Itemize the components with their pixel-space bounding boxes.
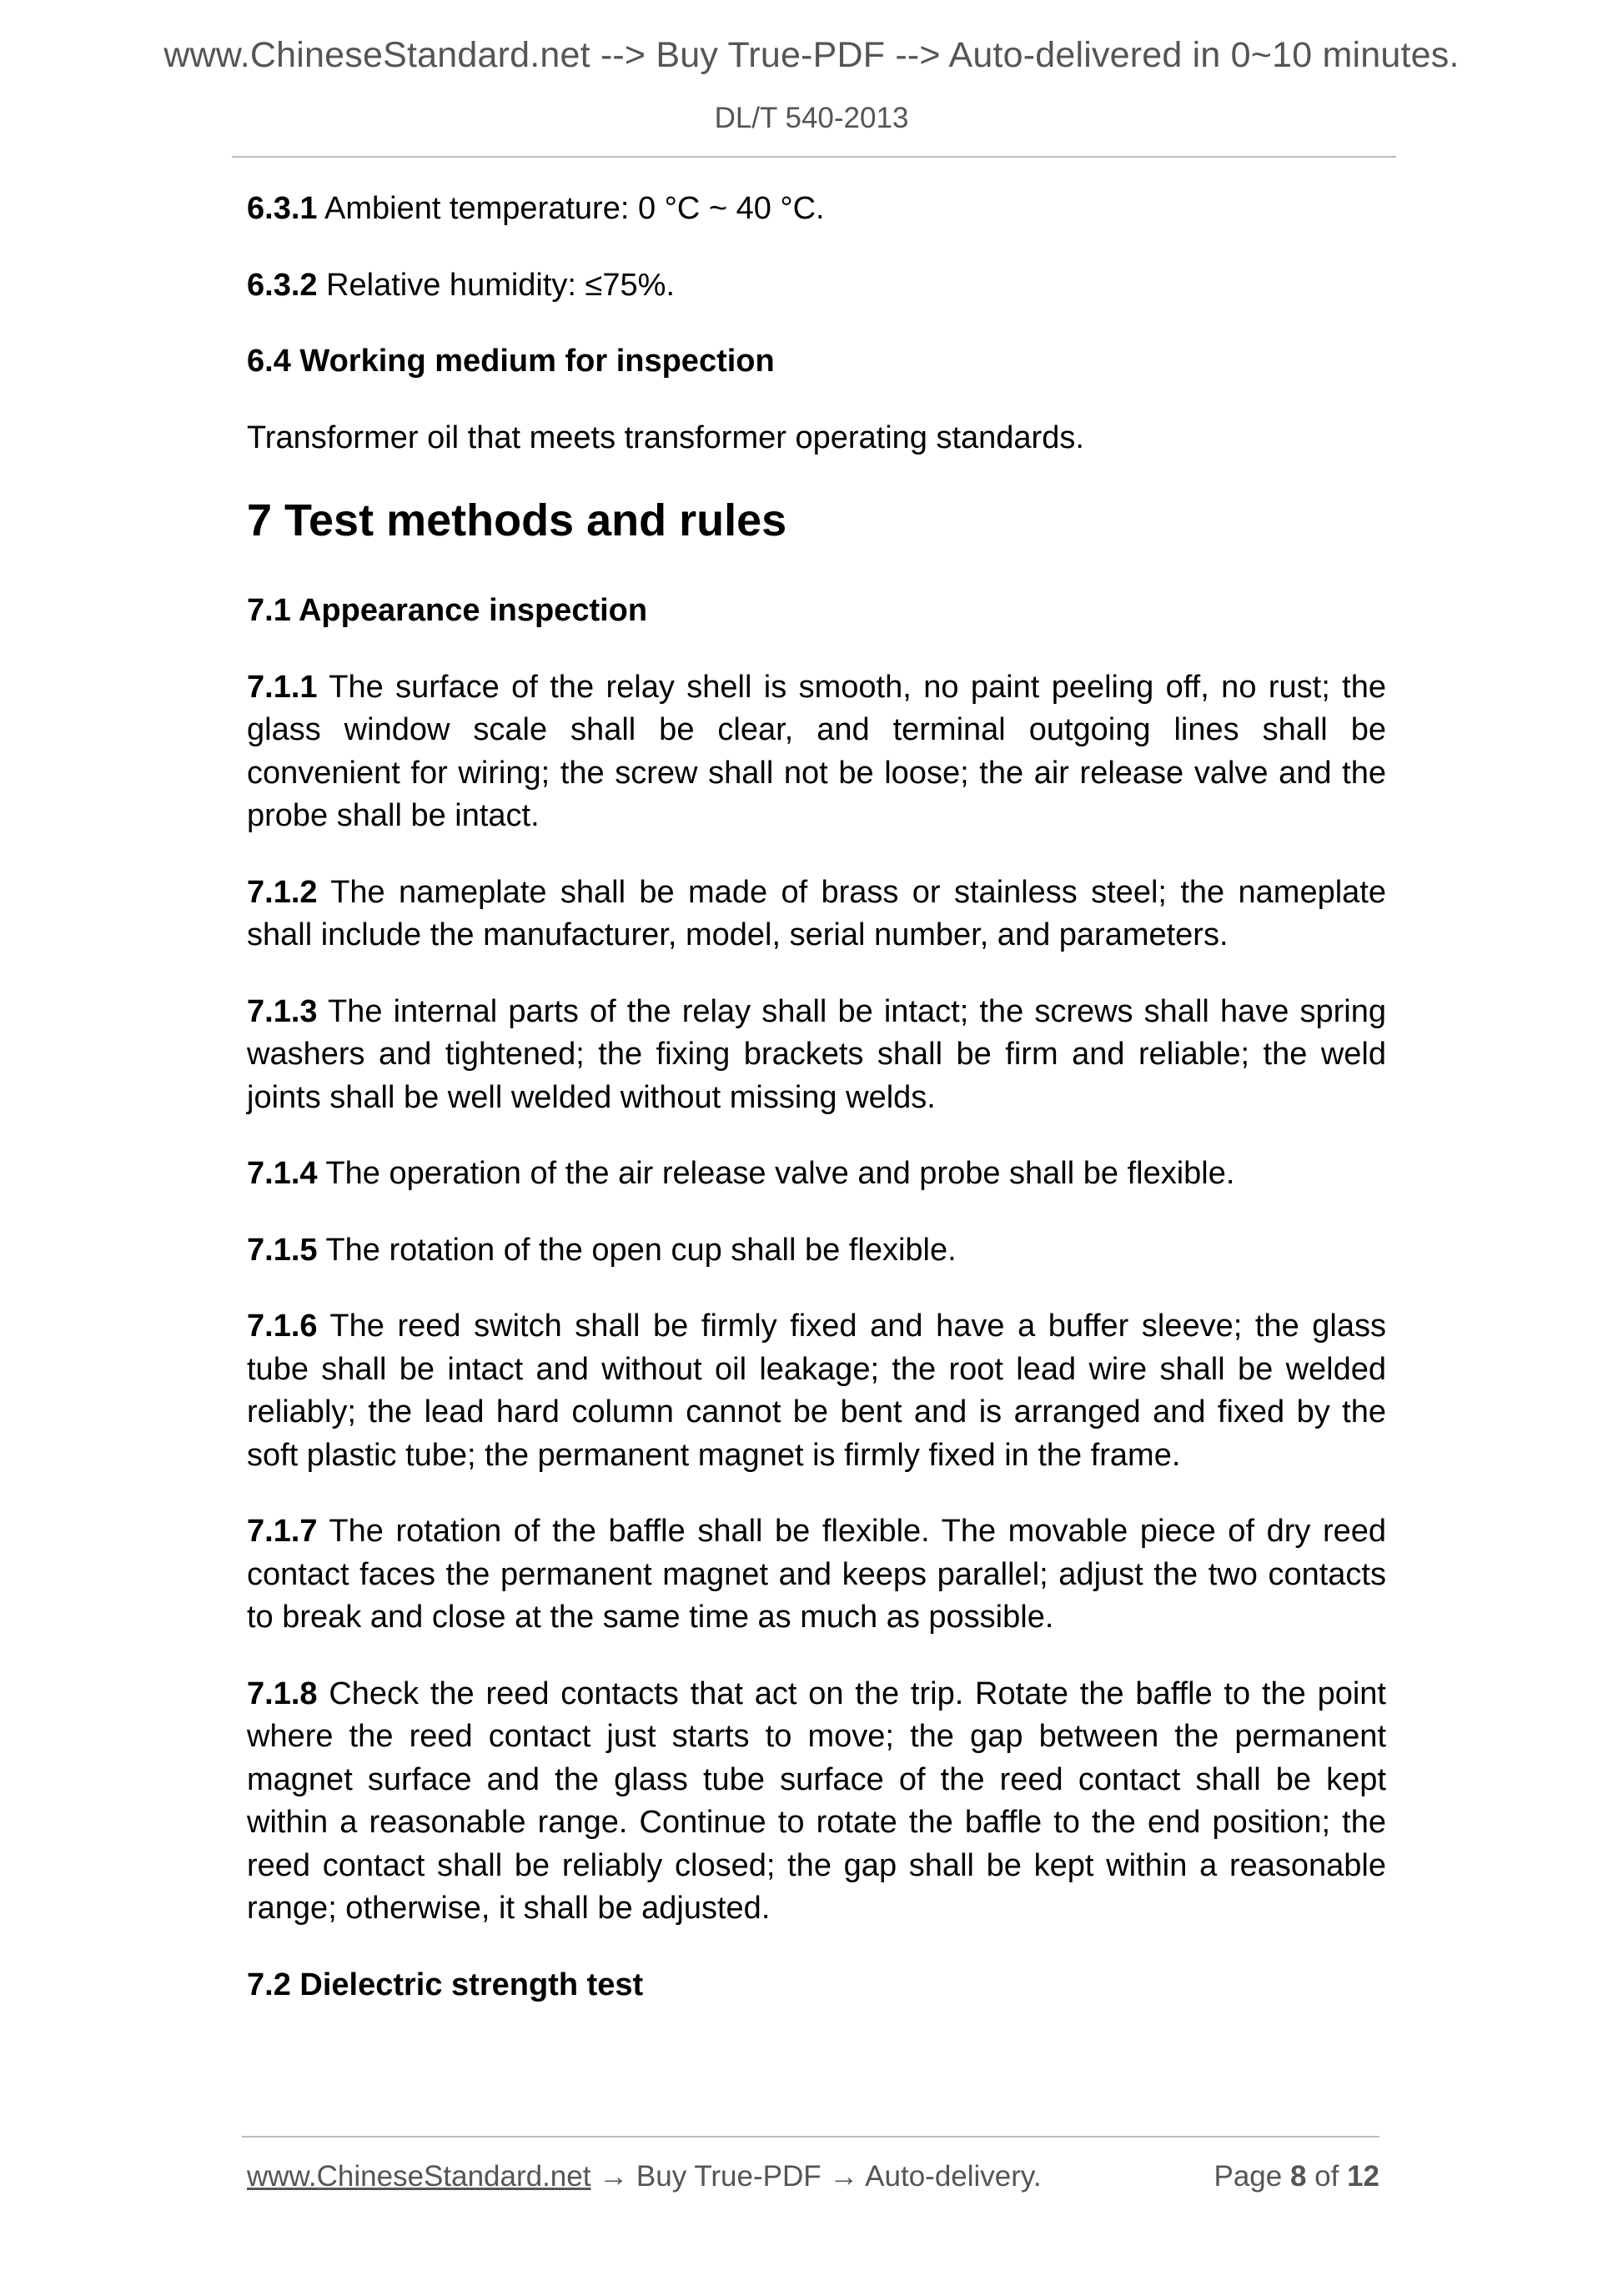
clause-text: The rotation of the baffle shall be flexible. The movable piece of dry reed contact faces the permanent magnet and keeps parallel; adjust the two contacts to break and close at the same time as much as possible.: [247, 1514, 1386, 1635]
heading-7-1: 7.1 Appearance inspection: [247, 593, 648, 628]
footer-promo: [247, 2160, 1042, 2193]
clause-text: Ambient temperature: 0 °C ~ 40 °C.: [317, 191, 825, 226]
paragraph-6-4: Transformer oil that meets transformer operating standards.: [247, 420, 1084, 455]
clause-6-3-1: [247, 188, 1386, 231]
clause-7-1-6: [247, 1305, 1386, 1477]
heading-7-2: 7.2 Dielectric strength test: [247, 1967, 644, 2002]
page-number: 8: [1289, 2160, 1307, 2193]
page-indicator: [1213, 2160, 1379, 2193]
clause-text: The reed switch shall be firmly fixed and have a buffer sleeve; the glass tube shall be intact and without oil leakage; the root lead wire shall be welded reliably; the lead hard column cannot be bent and is arranged and fixed by the soft plastic tube; the permanent magnet is firmly fixed in the frame.: [247, 1309, 1386, 1473]
page-label: Page: [1213, 2160, 1290, 2193]
page-total: 12: [1347, 2160, 1379, 2193]
clause-text: The rotation of the open cup shall be flexible.: [317, 1232, 957, 1268]
footer-divider: [242, 2136, 1379, 2138]
clause-text: The nameplate shall be made of brass or stainless steel; the nameplate shall include the manufacturer, model, serial number, and parameters.: [247, 874, 1386, 952]
clause-7-1-7: [247, 1510, 1386, 1640]
clause-number: 7.1.5: [247, 1232, 318, 1268]
footer-site-link[interactable]: www.ChineseStandard.net: [247, 2160, 591, 2193]
header-banner: www.ChineseStandard.net --> Buy True-PDF --> Auto-delivered in 0~10 minutes.: [163, 35, 1460, 75]
clause-number: 6.3.2: [247, 267, 318, 303]
clause-number: 7.1.6: [247, 1309, 318, 1344]
clause-7-1-1: [247, 666, 1386, 838]
footer-promo-text: → Buy True-PDF → Auto-delivery.: [590, 2160, 1042, 2193]
clause-text: Check the reed contacts that act on the trip. Rotate the baffle to the point where the reed contact just starts to move; the gap between the permanent magnet surface and the glass tube surface of the reed contact shall be kept within a reasonable range. Continue to rotate the baffle to the end position; the reed contact shall be reliably closed; the gap shall be kept within a reasonable range; otherwise, it shall be adjusted.: [247, 1676, 1386, 1926]
clause-7-1-3: [247, 991, 1386, 1120]
clause-number: 6.3.1: [247, 191, 318, 226]
page-of-label: of: [1306, 2160, 1348, 2193]
clause-text: The surface of the relay shell is smooth, no paint peeling off, no rust; the glass window scale shall be clear, and terminal outgoing lines shall be convenient for wiring; the screw shall not be loose; the air release valve and the probe shall be intact.: [247, 669, 1386, 833]
clause-number: 7.1.8: [247, 1676, 318, 1711]
clause-number: 7.1.4: [247, 1156, 318, 1191]
standard-code: DL/T 540-2013: [714, 102, 909, 134]
header-divider: [232, 156, 1396, 158]
clause-number: 7.1.7: [247, 1514, 318, 1549]
clause-7-1-8: [247, 1673, 1386, 1931]
heading-7: 7 Test methods and rules: [247, 495, 787, 545]
clause-6-3-2: [247, 264, 1386, 308]
heading-6-4: 6.4 Working medium for inspection: [247, 344, 775, 379]
clause-7-1-5: [247, 1229, 1386, 1273]
clause-number: 7.1.2: [247, 874, 318, 910]
document-body: [247, 188, 1386, 2040]
clause-number: 7.1.3: [247, 993, 318, 1029]
clause-7-1-2: [247, 872, 1386, 957]
clause-7-1-4: [247, 1153, 1386, 1196]
clause-number: 7.1.1: [247, 669, 318, 705]
clause-text: The operation of the air release valve and probe shall be flexible.: [317, 1156, 1235, 1191]
clause-text: Relative humidity: ≤75%.: [317, 267, 676, 303]
clause-text: The internal parts of the relay shall be intact; the screws shall have spring washers and tightened; the fixing brackets shall be firm and reliable; the weld joints shall be well welded without missing welds.: [247, 993, 1386, 1115]
